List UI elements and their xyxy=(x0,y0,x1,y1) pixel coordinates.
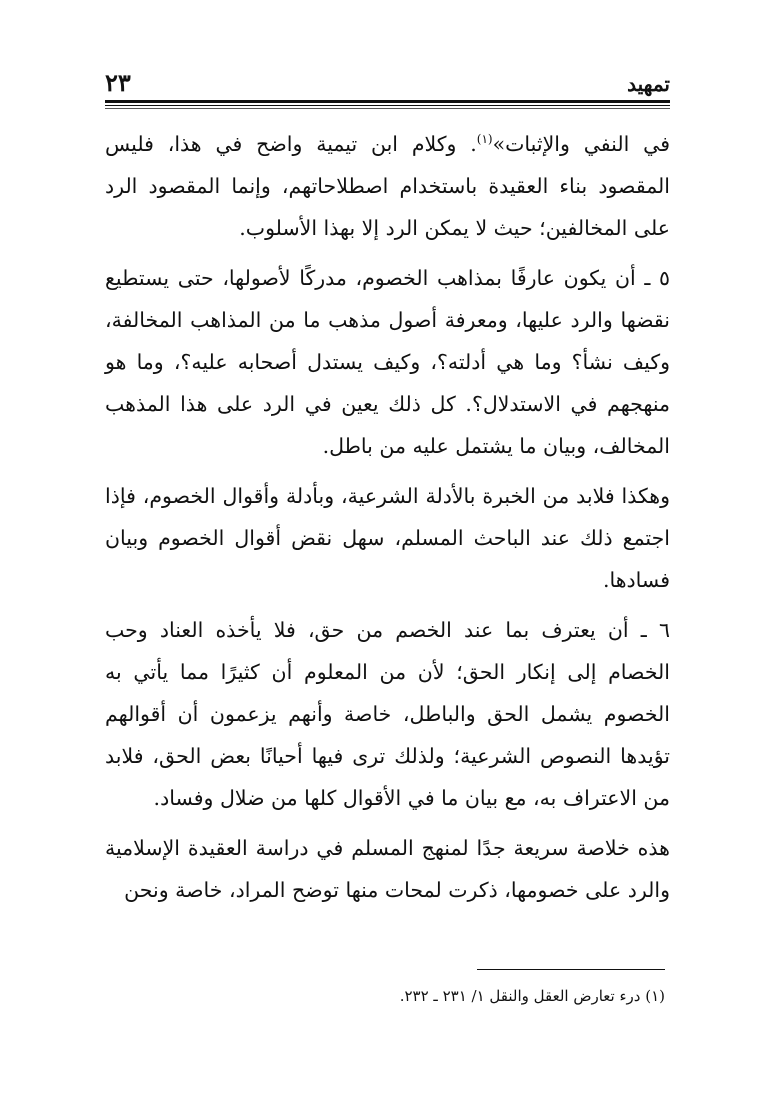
body-text xyxy=(105,123,670,911)
footnote-reference[interactable]: (١) xyxy=(476,132,493,147)
header-rule-thick xyxy=(105,100,670,103)
paragraph-1 xyxy=(105,123,670,249)
chapter-title: تمهيد xyxy=(627,72,670,96)
paragraph-2: ٥ ـ أن يكون عارفًا بمذاهب الخصوم، مدركًا لأصولها، حتى يستطيع نقضها والرد عليها، ومعرفة أصول مذهب ما من المذاهب المخالفة، وكيف نشأ؟ وما هي أدلته؟، وكيف يستدل أصحابه عليه؟، وما هو منهجهم في الاستدلال؟. كل ذلك يعين في الرد على هذا المذهب المخالف، وبيان ما يشتمل عليه من باطل. xyxy=(105,266,670,458)
page-number: ٢٣ xyxy=(105,68,131,97)
footnote-separator xyxy=(477,969,665,970)
paragraph-4: ٦ ـ أن يعترف بما عند الخصم من حق، فلا يأخذه العناد وحب الخصام إلى إنكار الحق؛ لأن من المعلوم أن كثيرًا مما يأتي به الخصوم يشمل الحق والباطل، خاصة وأنهم يزعمون أن أقوالهم تؤيدها النصوص الشرعية؛ ولذلك ترى فيها أحيانًا بعض الحق، فلابد من الاعتراف به، مع بيان ما في الأقوال كلها من ضلال وفساد. xyxy=(105,618,670,810)
header-rule-thin xyxy=(105,105,670,106)
running-header xyxy=(105,62,670,98)
paragraph-3: وهكذا فلابد من الخبرة بالأدلة الشرعية، وبأدلة وأقوال الخصوم، فإذا اجتمع ذلك عند الباحث المسلم، سهل نقض أقوال الخصوم وبيان فسادها. xyxy=(105,484,670,592)
paragraph-5: هذه خلاصة سريعة جدًا لمنهج المسلم في دراسة العقيدة الإسلامية والرد على خصومها، ذكرت لمحات منها توضح المراد، خاصة ونحن xyxy=(105,836,670,902)
footnote-text: درء تعارض العقل والنقل ١/ ٢٣١ ـ ٢٣٢. xyxy=(399,987,641,1005)
footnote-marker: (١) xyxy=(645,987,665,1005)
footnote xyxy=(100,984,665,1008)
paragraph-1-text-a: في النفي والإثبات» xyxy=(492,132,670,156)
header-rule-faint xyxy=(105,108,670,109)
paragraph-1-text-b: . وكلام ابن تيمية واضح في هذا، فليس المقصود بناء العقيدة باستخدام اصطلاحاتهم، وإنما المقصود الرد على المخالفين؛ حيث لا يمكن الرد إلا بهذا الأسلوب. xyxy=(105,132,670,240)
page xyxy=(105,62,670,919)
